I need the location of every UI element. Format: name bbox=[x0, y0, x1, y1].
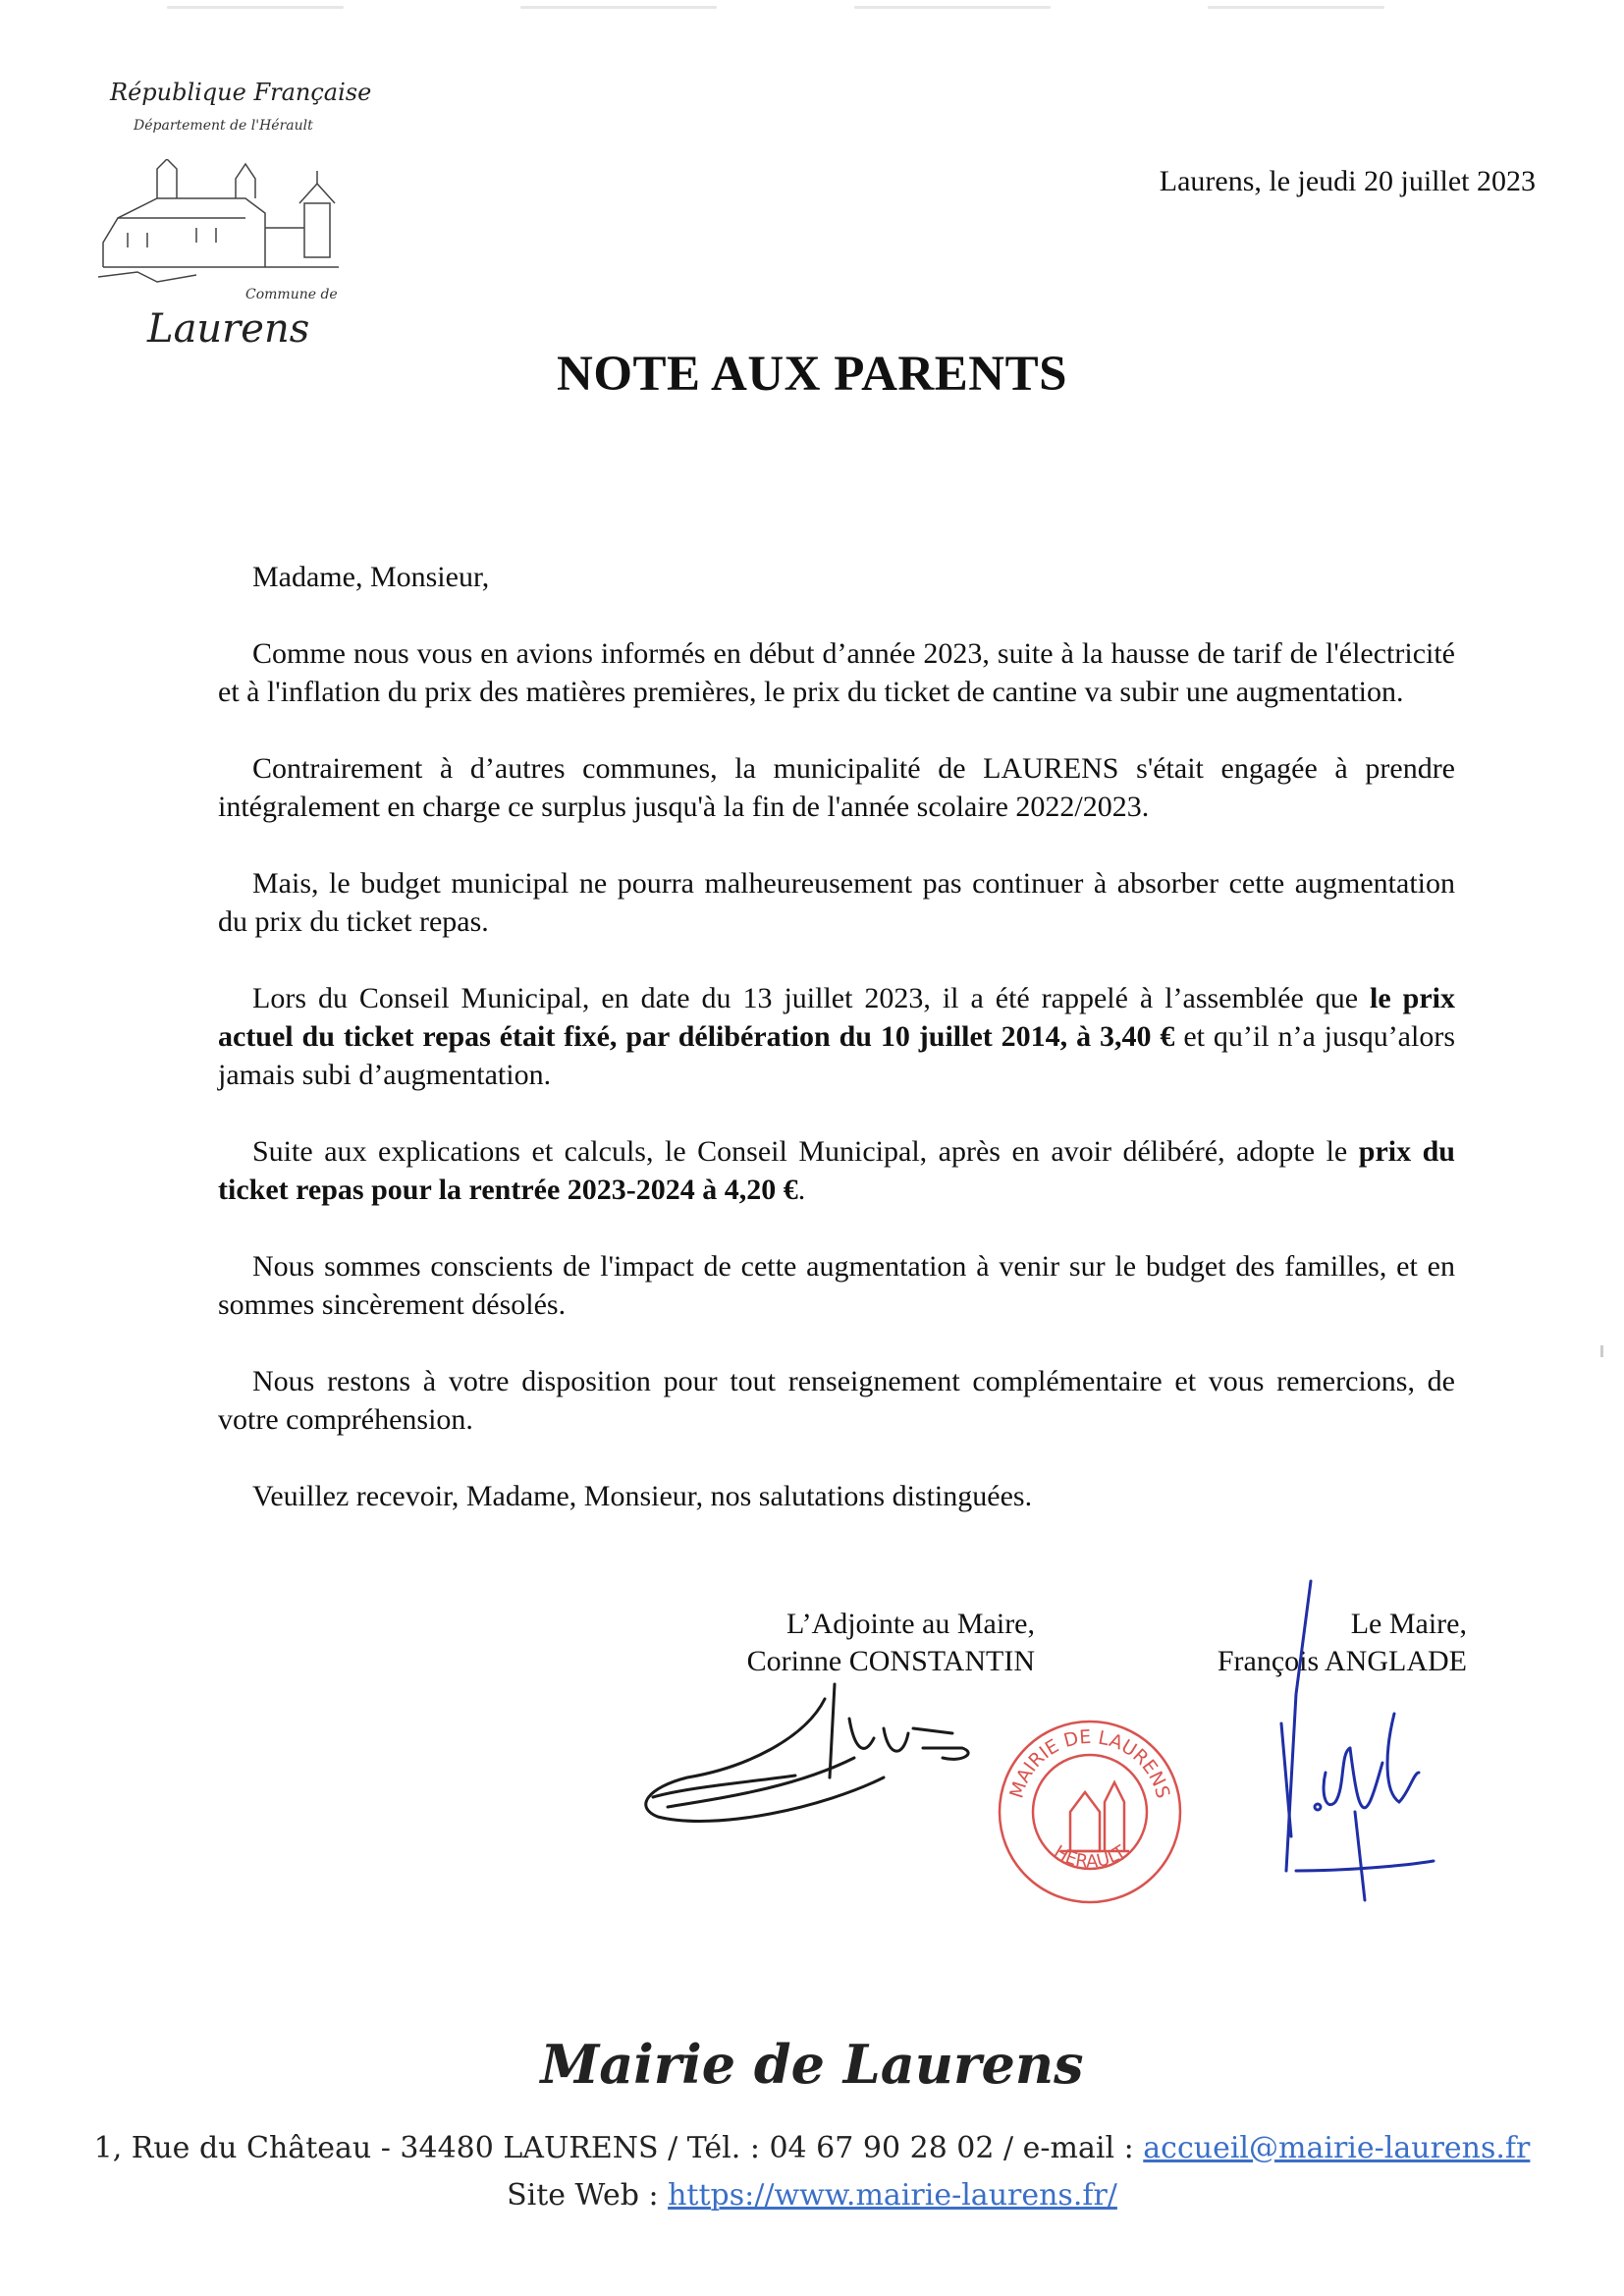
paragraph: Mais, le budget municipal ne pourra malheureusement pas continuer à absorber cette augmentation du prix du ticket repas. bbox=[218, 867, 1455, 938]
paragraph: Comme nous vous en avions informés en début d’année 2023, suite à la hausse de tarif de l'électricité et à l'inflation du prix des matières premières, le prix du ticket de cantine va subir une augmentation. bbox=[218, 637, 1455, 708]
email-link[interactable]: accueil@mairie-laurens.fr bbox=[1143, 2131, 1531, 2165]
stamp-bottom-text: HERAULT bbox=[1050, 1841, 1130, 1873]
paragraph-text: et qu’il n’a jusqu’alors jamais subi d’augmentation. bbox=[218, 1020, 1455, 1091]
deputy-handwritten-signature bbox=[628, 1660, 1001, 1846]
scan-mark bbox=[520, 6, 717, 9]
paragraph bbox=[218, 1132, 1455, 1209]
paragraph: Contrairement à d’autres communes, la municipalité de LAURENS s'était engagée à prendre intégralement en charge ce surplus jusqu'à la fin de l'année scolaire 2022/2023. bbox=[218, 752, 1455, 823]
mayor-handwritten-signature bbox=[1267, 1576, 1463, 1910]
letterhead-commune-name: Laurens bbox=[147, 306, 310, 352]
letterhead-departement: Département de l'Hérault bbox=[134, 118, 313, 134]
letter-date: Laurens, le jeudi 20 juillet 2023 bbox=[1159, 165, 1536, 197]
scan-mark bbox=[1600, 1345, 1603, 1357]
mayor-title: Le Maire, bbox=[1350, 1608, 1467, 1640]
paragraph bbox=[218, 979, 1455, 1094]
page-title: NOTE AUX PARENTS bbox=[557, 347, 1067, 402]
closing-formula: Veuillez recevoir, Madame, Monsieur, nos salutations distinguées. bbox=[252, 1480, 1033, 1512]
paragraph-emphasis: prix du ticket repas pour la rentrée 2023-2024 à 4,20 € bbox=[218, 1135, 1455, 1206]
scan-mark bbox=[167, 6, 344, 9]
letter-body bbox=[218, 558, 1455, 1554]
stamp-top-text: MAIRIE DE LAURENS bbox=[1005, 1725, 1174, 1801]
footer-address bbox=[0, 2131, 1624, 2165]
scan-mark bbox=[854, 6, 1051, 9]
paragraph: Nous sommes conscients de l'impact de cette augmentation à venir sur le budget des familles, et en sommes sincèrement désolés. bbox=[218, 1250, 1455, 1321]
deputy-title: L’Adjointe au Maire, bbox=[786, 1608, 1035, 1640]
paragraph: Nous restons à votre disposition pour tout renseignement complémentaire et vous remercions, de votre compréhension. bbox=[218, 1365, 1455, 1436]
deputy-name: Corinne CONSTANTIN bbox=[746, 1645, 1035, 1677]
salutation: Madame, Monsieur, bbox=[252, 561, 490, 593]
paragraph-text: Lors du Conseil Municipal, en date du 13 juillet 2023, il a été rappelé à l’assemblée que bbox=[252, 982, 1371, 1014]
website-link[interactable]: https://www.mairie-laurens.fr/ bbox=[668, 2178, 1117, 2213]
paragraph-emphasis: le prix actuel du ticket repas était fixé, par délibération du 10 juillet 2014, à 3,40 € bbox=[218, 982, 1455, 1053]
castle-logo-icon bbox=[98, 159, 353, 287]
footer-website bbox=[0, 2178, 1624, 2213]
paragraph-text: Suite aux explications et calculs, le Conseil Municipal, après en avoir délibéré, adopte le bbox=[252, 1135, 1359, 1168]
letterhead bbox=[98, 69, 373, 363]
mairie-stamp-icon bbox=[992, 1714, 1188, 1910]
footer-address-text: 1, Rue du Château - 34480 LAURENS / Tél. : 04 67 90 28 02 / e-mail : bbox=[93, 2131, 1144, 2165]
letterhead-commune-label: Commune de bbox=[245, 287, 338, 302]
mayor-name: François ANGLADE bbox=[1217, 1645, 1467, 1677]
letterhead-republique: République Française bbox=[110, 79, 372, 106]
scan-mark bbox=[1208, 6, 1384, 9]
paragraph-text: . bbox=[797, 1174, 806, 1206]
footer-script-name: Mairie de Laurens bbox=[540, 2033, 1084, 2096]
footer-site-label: Site Web : bbox=[507, 2178, 669, 2213]
